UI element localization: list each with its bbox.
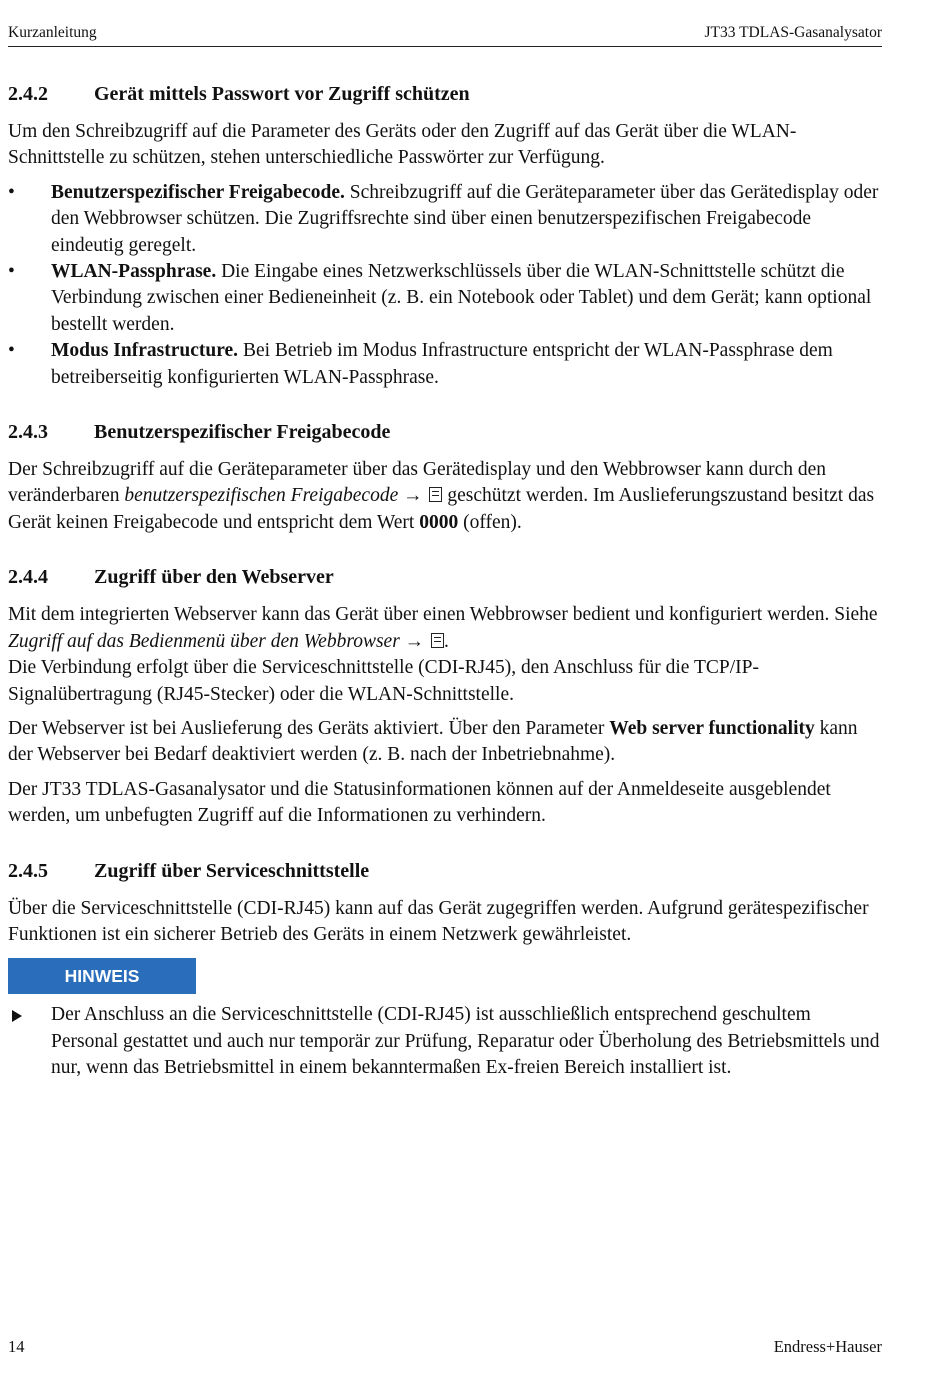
section-title: Benutzerspezifischer Freigabecode (94, 421, 391, 444)
password-list (8, 180, 882, 391)
section-heading-2-4-3 (8, 418, 882, 446)
notice-item (8, 1002, 882, 1081)
section-title: Zugriff über Serviceschnittstelle (94, 859, 370, 882)
triangle-bullet-icon (12, 1010, 22, 1022)
header-product: JT33 TDLAS-Gasanalysator (704, 24, 882, 41)
page-content (8, 80, 882, 1082)
page-number: 14 (8, 1337, 25, 1356)
section-title: Zugriff über den Webserver (94, 566, 334, 589)
document-icon[interactable] (431, 633, 444, 648)
cross-reference-link[interactable]: Zugriff auf das Bedienmenü über den Webbrowser (8, 630, 400, 652)
section-intro: Um den Schreibzugriff auf die Parameter des Geräts oder den Zugriff auf das Gerät über die WLAN-Schnittstelle zu schützen, stehen unterschiedliche Passwörter zur Verfügung. (8, 121, 797, 169)
text-run: Der Webserver ist bei Auslieferung des Geräts aktiviert. Über den Parameter (8, 717, 610, 739)
notice-text: Der Anschluss an die Serviceschnittstelle (CDI-RJ45) ist ausschließlich entsprechend geschultem Personal gestattet und auch nur temporär zur Prüfung, Reparatur oder Überholung des Betriebsmittels und nur, wenn das Betriebsmittel in einem bekanntermaßen Ex-freien Bereich installiert ist. (51, 1004, 880, 1079)
text-run: Die Verbindung erfolgt über die Serviceschnittstelle (CDI-RJ45), den Anschluss für die TCP/IP-Signalübertragung (RJ45-Stecker) oder die WLAN-Schnittstelle. (8, 657, 759, 705)
page-header (8, 22, 882, 47)
text-run: Der Schreibzugriff auf die Geräteparameter über das Gerätedisplay und den Webbrowser kann durch den veränderbaren (8, 459, 827, 507)
text-run: . (444, 630, 449, 652)
section-heading-2-4-4 (8, 563, 882, 591)
document-icon[interactable] (429, 487, 442, 502)
list-item (8, 338, 882, 391)
bullet-icon: • (8, 181, 15, 203)
list-item (8, 180, 882, 259)
header-doc-type: Kurzanleitung (8, 24, 97, 41)
paragraph (8, 457, 882, 536)
section-title: Gerät mittels Passwort vor Zugriff schützen (94, 83, 470, 105)
list-text: Bei Betrieb im Modus Infrastructure entspricht der WLAN-Passphrase dem betreiberseitig konfigurierten WLAN-Passphrase. (51, 340, 833, 388)
arrow-text: → (399, 630, 430, 652)
text-run: Mit dem integrierten Webserver kann das Gerät über einen Webbrowser bedient und konfiguriert werden. Siehe (8, 604, 878, 626)
list-term: WLAN-Passphrase. (51, 261, 217, 283)
brand-name: Endress+Hauser (773, 1337, 882, 1356)
section-heading-2-4-2 (8, 80, 882, 108)
list-text: Schreibzugriff auf die Geräteparameter über das Gerätedisplay oder den Webbrowser schützen. Die Zugriffsrechte sind über einen benutzerspezifischen Freigabecode eindeutig geregelt. (51, 181, 879, 256)
list-term: Benutzerspezifischer Freigabecode. (51, 181, 345, 203)
section-number: 2.4.3 (8, 421, 48, 444)
paragraph: Über die Serviceschnittstelle (CDI-RJ45) kann auf das Gerät zugegriffen werden. Aufgrund gerätespezifischer Funktionen ist ein sicherer Betrieb des Geräts in einem Netzwerk gewährleistet. (8, 897, 869, 945)
paragraph (8, 602, 882, 708)
default-code: 0000 (419, 511, 459, 533)
text-run: geschützt werden. Im Auslieferungszustand besitzt das Gerät keinen Freigabecode und entspricht dem Wert (8, 485, 875, 533)
list-item (8, 259, 882, 338)
list-text: Die Eingabe eines Netzwerkschlüssels über die WLAN-Schnittstelle schützt die Verbindung zwischen einer Bedieneinheit (z. B. ein Notebook oder Tablet) und dem Gerät; kann optional bestellt werden. (51, 261, 872, 335)
bullet-icon: • (8, 261, 15, 283)
cross-reference-link[interactable]: benutzerspezifischen Freigabecode (124, 485, 399, 507)
section-number: 2.4.2 (8, 83, 48, 105)
section-number: 2.4.4 (8, 566, 48, 589)
paragraph: Der JT33 TDLAS-Gasanalysator und die Statusinformationen können auf der Anmeldeseite ausgeblendet werden, um unbefugten Zugriff auf die Informationen zu verhindern. (8, 778, 831, 827)
section-number: 2.4.5 (8, 859, 48, 882)
paragraph (8, 716, 882, 769)
section-heading-2-4-5 (8, 857, 882, 885)
bullet-icon: • (8, 340, 15, 362)
notice-badge: HINWEIS (8, 958, 196, 994)
arrow-text: → (398, 485, 428, 507)
text-run: (offen). (458, 511, 522, 533)
list-term: Modus Infrastructure. (51, 340, 239, 362)
parameter-name: Web server functionality (609, 717, 815, 739)
text-run: kann der Webserver bei Bedarf deaktiviert werden (z. B. nach der Inbetriebnahme). (8, 717, 858, 766)
